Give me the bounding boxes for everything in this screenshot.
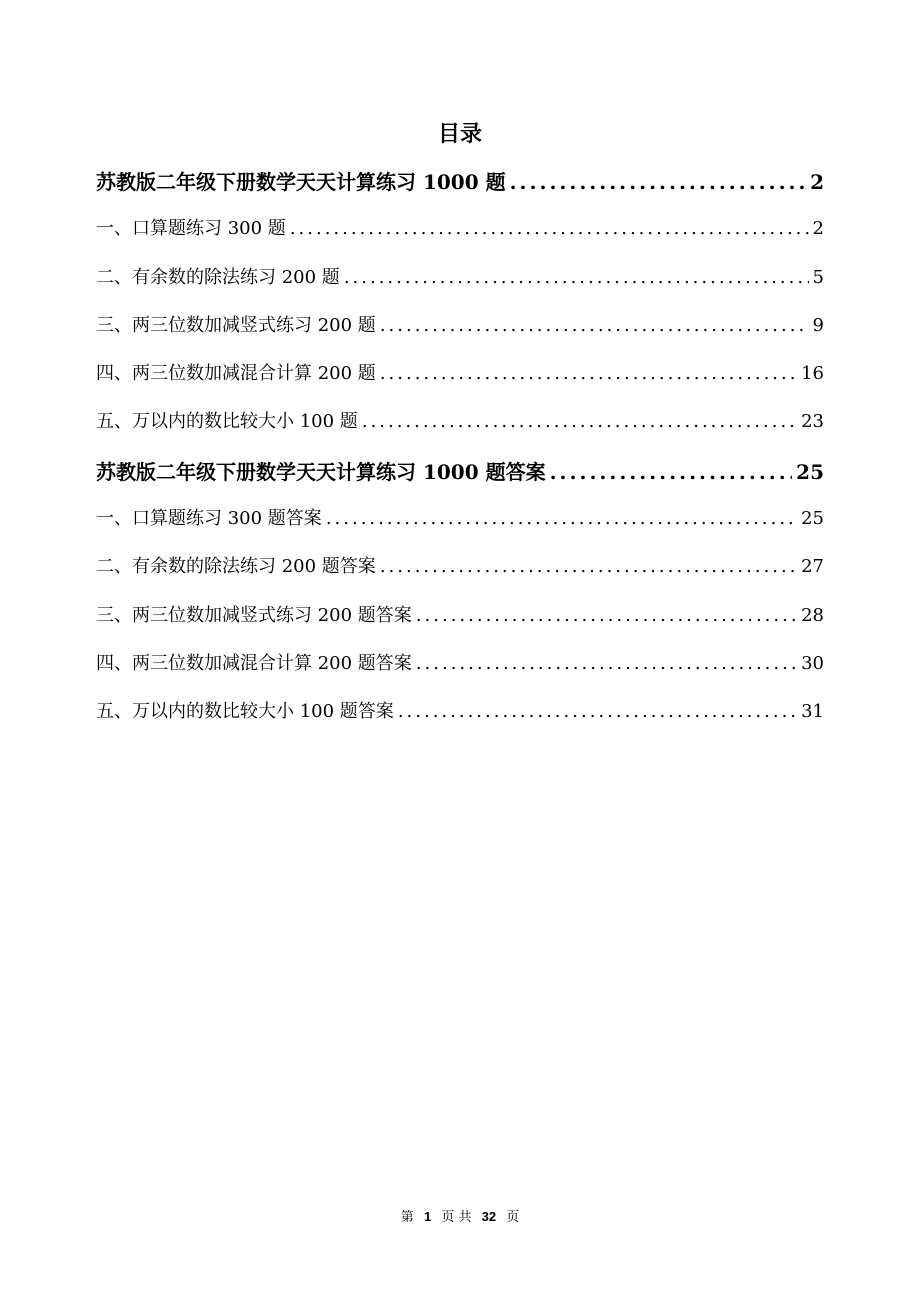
footer-prefix: 第	[400, 1210, 414, 1225]
toc-entry-text: 一、口算题练习 300 题	[96, 218, 286, 240]
table-of-contents	[96, 166, 824, 746]
toc-entry-page: 25	[796, 459, 824, 484]
toc-entry-page: 27	[801, 556, 824, 578]
toc-entry-page: 5	[812, 266, 824, 288]
footer-middle: 页 共	[441, 1210, 472, 1225]
toc-entry-page: 25	[801, 508, 824, 530]
toc-entry[interactable]	[96, 601, 824, 649]
toc-entry-text: 苏教版二年级下册数学天天计算练习 1000 题答案	[96, 459, 546, 484]
toc-entry[interactable]	[96, 456, 824, 504]
toc-entry[interactable]	[96, 697, 824, 745]
toc-leader-dots	[362, 411, 797, 432]
toc-entry-page: 30	[801, 652, 824, 674]
toc-entry-text: 四、两三位数加减混合计算 200 题答案	[96, 652, 412, 674]
toc-entry[interactable]	[96, 263, 824, 311]
toc-leader-dots	[326, 508, 797, 529]
toc-entry[interactable]	[96, 311, 824, 359]
toc-entry[interactable]	[96, 552, 824, 600]
footer-suffix: 页	[506, 1210, 520, 1225]
toc-entry-page: 28	[801, 604, 824, 626]
toc-entry-page: 2	[810, 170, 824, 194]
page-title: 目录	[437, 121, 482, 147]
toc-entry-text: 一、口算题练习 300 题答案	[96, 508, 322, 530]
toc-entry-text: 五、万以内的数比较大小 100 题答案	[96, 701, 394, 723]
toc-entry-page: 2	[812, 218, 824, 240]
toc-entry-page: 31	[801, 701, 824, 723]
toc-leader-dots	[344, 267, 809, 288]
toc-leader-dots	[398, 701, 797, 722]
toc-leader-dots	[416, 653, 797, 674]
toc-entry[interactable]	[96, 504, 824, 552]
toc-entry[interactable]	[96, 407, 824, 455]
toc-entry-text: 五、万以内的数比较大小 100 题	[96, 411, 358, 433]
toc-entry-page: 16	[801, 363, 824, 385]
toc-entry-text: 苏教版二年级下册数学天天计算练习 1000 题	[96, 170, 506, 194]
toc-entry-text: 三、两三位数加减竖式练习 200 题	[96, 314, 376, 336]
toc-leader-dots	[380, 315, 809, 336]
toc-entry-text: 二、有余数的除法练习 200 题	[96, 266, 340, 288]
toc-entry-page: 9	[812, 314, 824, 336]
toc-leader-dots	[550, 460, 793, 484]
toc-leader-dots	[290, 218, 809, 239]
toc-entry[interactable]	[96, 166, 824, 214]
footer-current-page: 1	[423, 1209, 432, 1224]
footer-total-pages: 32	[481, 1209, 497, 1224]
toc-entry[interactable]	[96, 214, 824, 262]
toc-entry-page: 23	[801, 411, 824, 433]
toc-entry-text: 四、两三位数加减混合计算 200 题	[96, 363, 376, 385]
toc-entry-text: 三、两三位数加减竖式练习 200 题答案	[96, 604, 412, 626]
toc-leader-dots	[510, 170, 806, 194]
toc-entry[interactable]	[96, 359, 824, 407]
toc-leader-dots	[380, 363, 797, 384]
toc-entry-text: 二、有余数的除法练习 200 题答案	[96, 556, 376, 578]
toc-leader-dots	[416, 605, 797, 626]
toc-entry[interactable]	[96, 649, 824, 697]
page-footer	[0, 1207, 920, 1228]
toc-leader-dots	[380, 556, 797, 577]
